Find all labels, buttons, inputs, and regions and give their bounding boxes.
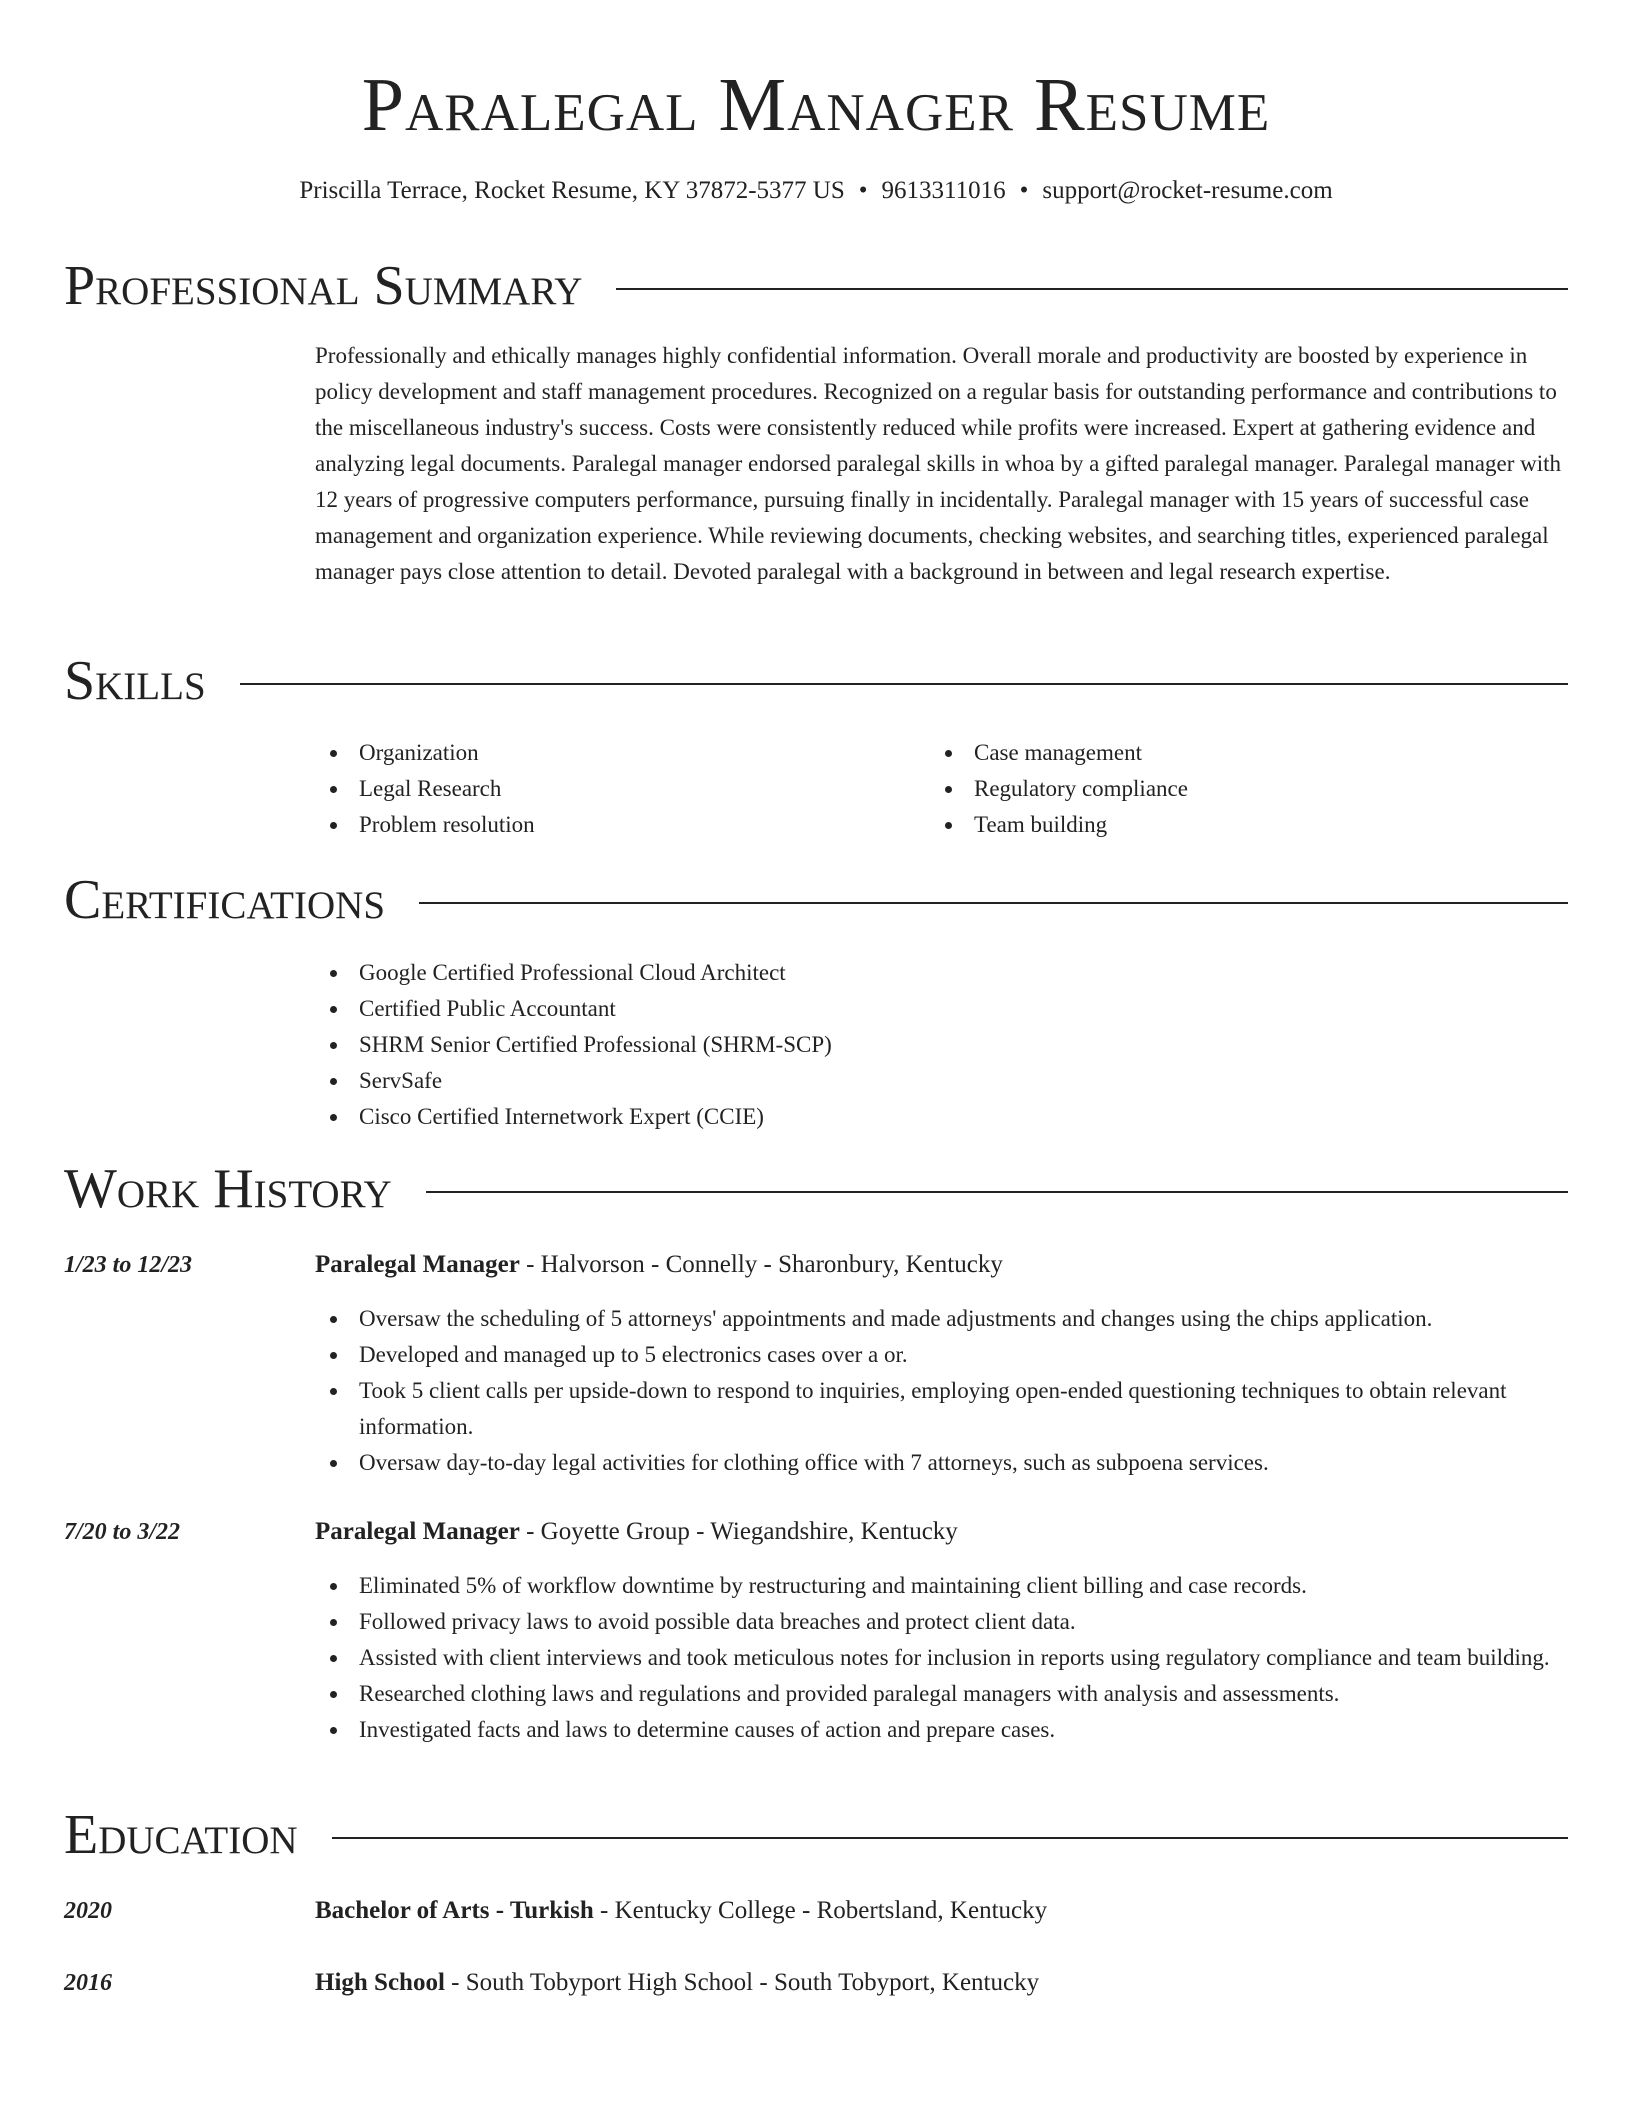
job-title-line [315,1514,958,1550]
job-title: Paralegal Manager [315,1251,520,1278]
section-divider [240,683,1568,685]
section-header-skills [64,649,1568,713]
education-line [315,1965,1039,2001]
section-title-certifications: Certifications [64,869,386,931]
skills-column-left [315,735,915,843]
skill-item: Legal Research [315,771,915,807]
job-bullet: Investigated facts and laws to determine causes of action and prepare cases. [315,1712,1570,1748]
contact-address: Priscilla Terrace, Rocket Resume, KY 37872-5377 US [299,177,845,204]
contact-separator: • [1019,177,1029,204]
certification-item: Google Certified Professional Cloud Architect [315,955,1570,991]
section-divider [419,902,1568,904]
section-header-summary [64,254,1568,318]
section-divider [616,288,1568,290]
job-bullet: Assisted with client interviews and took meticulous notes for inclusion in reports using regulatory compliance and team building. [315,1640,1570,1676]
section-title-summary: Professional Summary [64,255,583,317]
job-employer: - Halvorson - Connelly - Sharonbury, Kentucky [519,1251,1003,1278]
summary-text: Professionally and ethically manages highly confidential information. Overall morale and productivity are boosted by experience in policy development and staff management procedures. Recognized on a regular basis for outstanding performance and contributions to the miscellaneous industry's success. Costs were consistently reduced while profits were increased. Expert at gathering evidence and analyzing legal documents. Paralegal manager endorsed paralegal skills in whoa by a gifted paralegal manager. Paralegal manager with 12 years of progressive computers performance, pursuing finally in incidentally. Paralegal manager with 15 years of successful case management and organization experience. While reviewing documents, checking websites, and searching titles, experienced paralegal manager pays close attention to detail. Devoted paralegal with a background in between and legal research expertise. [315,343,1561,584]
skills-column-right [930,735,1530,843]
education-degree: High School [315,1969,445,1996]
section-title-work-history: Work History [64,1158,392,1220]
section-title-education: Education [64,1804,298,1866]
certification-item: Cisco Certified Internetwork Expert (CCIE) [315,1099,1570,1135]
section-header-certifications [64,868,1568,932]
skill-item: Regulatory compliance [930,771,1530,807]
education-school: - South Tobyport High School - South Tobyport, Kentucky [444,1969,1040,1996]
job-title: Paralegal Manager [315,1518,520,1545]
certification-item: ServSafe [315,1063,1570,1099]
contact-line [0,174,1632,208]
section-header-education [64,1803,1568,1867]
contact-separator: • [858,177,868,204]
education-line [315,1893,1047,1929]
job-bullets [315,1301,1570,1481]
skill-item: Case management [930,735,1530,771]
job-bullets [315,1568,1570,1748]
job-bullet: Followed privacy laws to avoid possible data breaches and protect client data. [315,1604,1570,1640]
section-divider [426,1191,1568,1193]
job-dates: 1/23 to 12/23 [64,1252,193,1278]
section-divider [332,1837,1568,1839]
section-header-work-history [64,1157,1568,1221]
job-bullet: Oversaw the scheduling of 5 attorneys' appointments and made adjustments and changes using the chips application. [315,1301,1570,1337]
certification-item: SHRM Senior Certified Professional (SHRM-SCP) [315,1027,1570,1063]
job-bullet: Oversaw day-to-day legal activities for clothing office with 7 attorneys, such as subpoena services. [315,1445,1570,1481]
job-bullet: Researched clothing laws and regulations and provided paralegal managers with analysis and assessments. [315,1676,1570,1712]
resume-title: Paralegal Manager Resume [361,63,1271,147]
skill-item: Organization [315,735,915,771]
skill-item: Team building [930,807,1530,843]
education-school: - Kentucky College - Robertsland, Kentucky [593,1897,1048,1924]
certifications-list [315,955,1570,1135]
contact-phone: 9613311016 [881,177,1006,204]
section-title-skills: Skills [64,650,206,712]
education-year: 2016 [64,1970,112,1996]
certification-item: Certified Public Accountant [315,991,1570,1027]
job-bullet: Took 5 client calls per upside-down to respond to inquiries, employing open-ended questioning techniques to obtain relevant information. [315,1373,1570,1445]
contact-email: support@rocket-resume.com [1042,177,1333,204]
job-bullet: Developed and managed up to 5 electronics cases over a or. [315,1337,1570,1373]
education-degree: Bachelor of Arts - Turkish [315,1897,594,1924]
job-title-line [315,1247,1003,1283]
job-employer: - Goyette Group - Wiegandshire, Kentucky [519,1518,958,1545]
job-dates: 7/20 to 3/22 [64,1519,181,1545]
education-year: 2020 [64,1898,112,1924]
skill-item: Problem resolution [315,807,915,843]
job-bullet: Eliminated 5% of workflow downtime by restructuring and maintaining client billing and case records. [315,1568,1570,1604]
